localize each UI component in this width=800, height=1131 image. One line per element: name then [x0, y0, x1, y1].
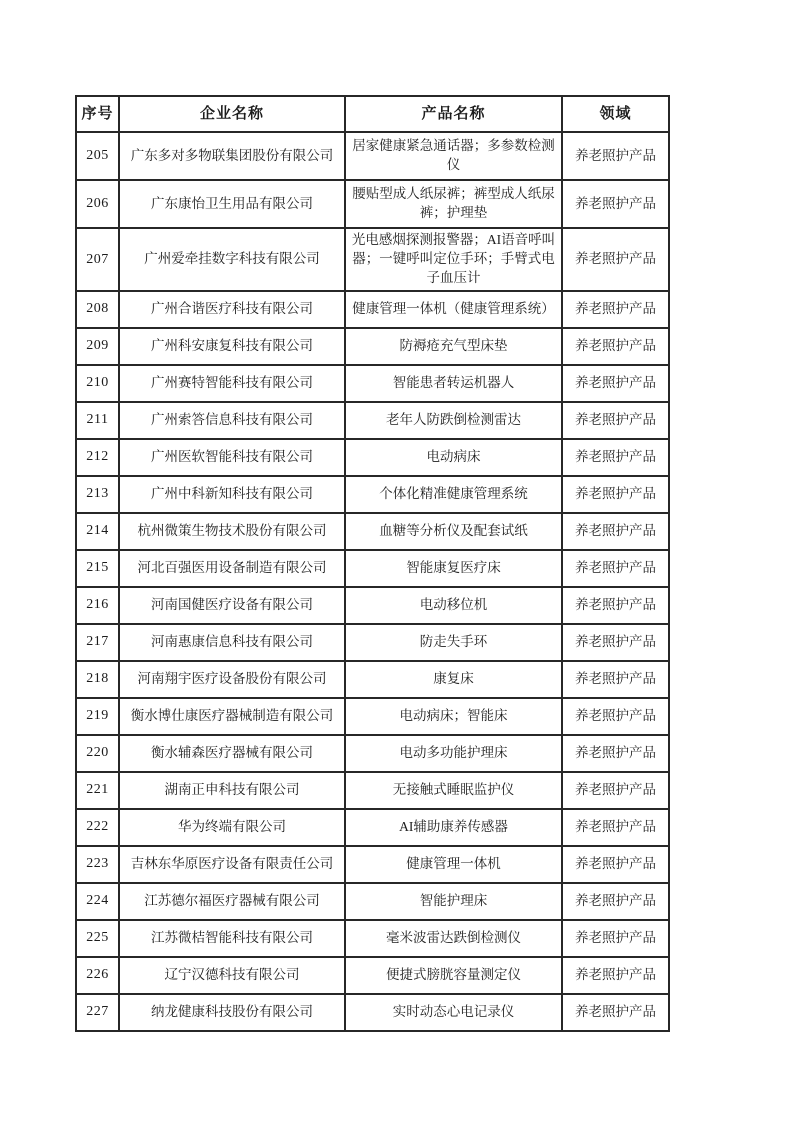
cell-company: 河南翔宇医疗设备股份有限公司	[119, 661, 345, 698]
cell-company: 广州索答信息科技有限公司	[119, 402, 345, 439]
cell-field: 养老照护产品	[562, 228, 669, 291]
cell-company: 广州医软智能科技有限公司	[119, 439, 345, 476]
table-row	[76, 772, 669, 809]
cell-product: AI辅助康养传感器	[345, 809, 562, 846]
cell-product: 居家健康紧急通话器；多参数检测仪	[345, 132, 562, 180]
cell-company: 广州爱牵挂数字科技有限公司	[119, 228, 345, 291]
cell-no: 223	[76, 846, 119, 883]
cell-product: 个体化精准健康管理系统	[345, 476, 562, 513]
cell-field: 养老照护产品	[562, 735, 669, 772]
table-row	[76, 228, 669, 291]
table-row	[76, 920, 669, 957]
cell-product: 实时动态心电记录仪	[345, 994, 562, 1031]
cell-product: 电动病床；智能床	[345, 698, 562, 735]
cell-no: 211	[76, 402, 119, 439]
table-row	[76, 550, 669, 587]
cell-field: 养老照护产品	[562, 587, 669, 624]
cell-company: 辽宁汉德科技有限公司	[119, 957, 345, 994]
cell-product: 无接触式睡眠监护仪	[345, 772, 562, 809]
cell-field: 养老照护产品	[562, 132, 669, 180]
cell-company: 湖南正申科技有限公司	[119, 772, 345, 809]
table-row	[76, 809, 669, 846]
table-row	[76, 513, 669, 550]
cell-field: 养老照护产品	[562, 402, 669, 439]
cell-no: 205	[76, 132, 119, 180]
cell-field: 养老照护产品	[562, 846, 669, 883]
cell-product: 便捷式膀胱容量测定仪	[345, 957, 562, 994]
cell-product: 健康管理一体机	[345, 846, 562, 883]
cell-no: 216	[76, 587, 119, 624]
cell-company: 广东康怡卫生用品有限公司	[119, 180, 345, 228]
cell-company: 河南国健医疗设备有限公司	[119, 587, 345, 624]
cell-no: 226	[76, 957, 119, 994]
cell-field: 养老照护产品	[562, 772, 669, 809]
cell-product: 防褥疮充气型床垫	[345, 328, 562, 365]
table-row	[76, 846, 669, 883]
cell-product: 健康管理一体机（健康管理系统）	[345, 291, 562, 328]
cell-product: 电动多功能护理床	[345, 735, 562, 772]
cell-field: 养老照护产品	[562, 328, 669, 365]
cell-field: 养老照护产品	[562, 920, 669, 957]
cell-no: 207	[76, 228, 119, 291]
table-row	[76, 994, 669, 1031]
cell-field: 养老照护产品	[562, 550, 669, 587]
cell-no: 219	[76, 698, 119, 735]
cell-company: 广州中科新知科技有限公司	[119, 476, 345, 513]
cell-field: 养老照护产品	[562, 439, 669, 476]
cell-no: 218	[76, 661, 119, 698]
table-row	[76, 957, 669, 994]
cell-no: 213	[76, 476, 119, 513]
cell-no: 215	[76, 550, 119, 587]
cell-product: 光电感烟探测报警器；AI语音呼叫器；一键呼叫定位手环；手臂式电子血压计	[345, 228, 562, 291]
cell-company: 衡水博仕康医疗器械制造有限公司	[119, 698, 345, 735]
table-header-row	[76, 96, 669, 132]
cell-product: 血糖等分析仪及配套试纸	[345, 513, 562, 550]
cell-field: 养老照护产品	[562, 513, 669, 550]
table-row	[76, 291, 669, 328]
table-row	[76, 624, 669, 661]
cell-field: 养老照护产品	[562, 809, 669, 846]
cell-company: 河北百强医用设备制造有限公司	[119, 550, 345, 587]
cell-company: 广州合谐医疗科技有限公司	[119, 291, 345, 328]
cell-company: 吉林东华原医疗设备有限责任公司	[119, 846, 345, 883]
table-row	[76, 365, 669, 402]
cell-field: 养老照护产品	[562, 291, 669, 328]
cell-field: 养老照护产品	[562, 476, 669, 513]
cell-product: 康复床	[345, 661, 562, 698]
cell-company: 广州赛特智能科技有限公司	[119, 365, 345, 402]
table-row	[76, 402, 669, 439]
cell-field: 养老照护产品	[562, 661, 669, 698]
cell-field: 养老照护产品	[562, 957, 669, 994]
cell-no: 208	[76, 291, 119, 328]
cell-field: 养老照护产品	[562, 624, 669, 661]
table-row	[76, 735, 669, 772]
cell-company: 华为终端有限公司	[119, 809, 345, 846]
table-row	[76, 439, 669, 476]
cell-company: 江苏德尔福医疗器械有限公司	[119, 883, 345, 920]
cell-no: 221	[76, 772, 119, 809]
cell-no: 217	[76, 624, 119, 661]
cell-company: 河南惠康信息科技有限公司	[119, 624, 345, 661]
cell-no: 206	[76, 180, 119, 228]
cell-product: 防走失手环	[345, 624, 562, 661]
cell-product: 老年人防跌倒检测雷达	[345, 402, 562, 439]
col-header-field: 领域	[562, 96, 669, 132]
table-row	[76, 661, 669, 698]
table-row	[76, 587, 669, 624]
col-header-product: 产品名称	[345, 96, 562, 132]
cell-company: 广东多对多物联集团股份有限公司	[119, 132, 345, 180]
table-row	[76, 328, 669, 365]
cell-product: 智能护理床	[345, 883, 562, 920]
cell-product: 电动病床	[345, 439, 562, 476]
cell-field: 养老照护产品	[562, 883, 669, 920]
cell-no: 214	[76, 513, 119, 550]
cell-no: 210	[76, 365, 119, 402]
table-row	[76, 883, 669, 920]
cell-no: 224	[76, 883, 119, 920]
cell-no: 227	[76, 994, 119, 1031]
col-header-no: 序号	[76, 96, 119, 132]
table-row	[76, 476, 669, 513]
cell-no: 209	[76, 328, 119, 365]
table-row	[76, 180, 669, 228]
cell-no: 220	[76, 735, 119, 772]
cell-product: 电动移位机	[345, 587, 562, 624]
cell-field: 养老照护产品	[562, 180, 669, 228]
table-row	[76, 132, 669, 180]
cell-product: 智能康复医疗床	[345, 550, 562, 587]
cell-field: 养老照护产品	[562, 994, 669, 1031]
table-row	[76, 698, 669, 735]
cell-field: 养老照护产品	[562, 698, 669, 735]
cell-no: 212	[76, 439, 119, 476]
cell-product: 腰贴型成人纸尿裤；裤型成人纸尿裤；护理垫	[345, 180, 562, 228]
cell-company: 广州科安康复科技有限公司	[119, 328, 345, 365]
cell-company: 杭州微策生物技术股份有限公司	[119, 513, 345, 550]
cell-field: 养老照护产品	[562, 365, 669, 402]
cell-company: 纳龙健康科技股份有限公司	[119, 994, 345, 1031]
cell-product: 智能患者转运机器人	[345, 365, 562, 402]
cell-no: 222	[76, 809, 119, 846]
cell-company: 江苏微桔智能科技有限公司	[119, 920, 345, 957]
cell-product: 毫米波雷达跌倒检测仪	[345, 920, 562, 957]
product-table	[75, 95, 670, 1032]
col-header-company: 企业名称	[119, 96, 345, 132]
cell-company: 衡水辅森医疗器械有限公司	[119, 735, 345, 772]
cell-no: 225	[76, 920, 119, 957]
